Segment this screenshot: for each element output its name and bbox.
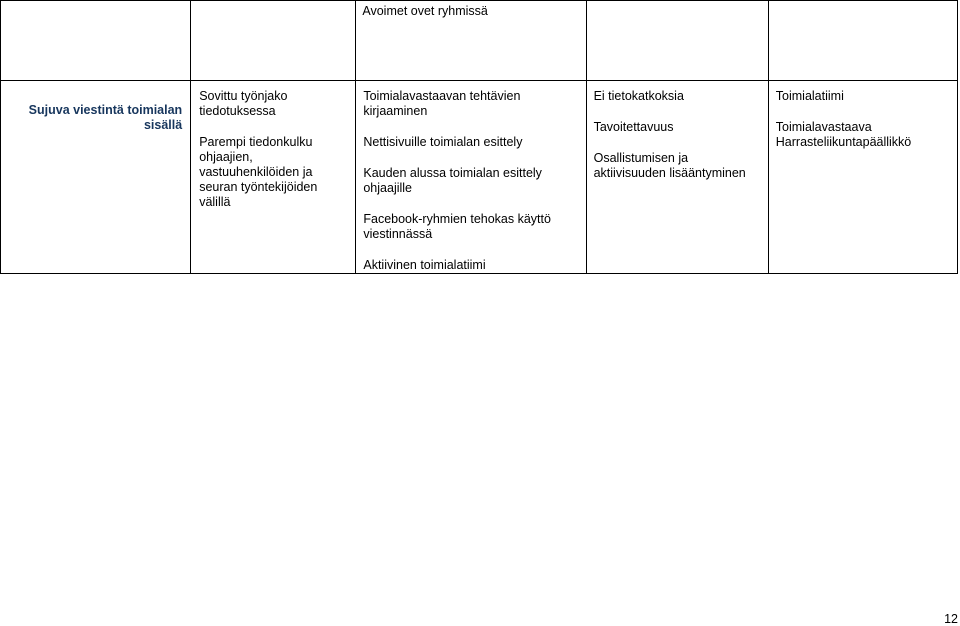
- empty-cell: [1, 1, 191, 81]
- table-row: [1, 1, 958, 81]
- responsible-text: Harrasteliikuntapäällikkö: [775, 135, 912, 149]
- goal-title: Sujuva viestintä toimialan sisällä: [28, 103, 183, 132]
- cell-text: Avoimet ovet ryhmissä: [362, 4, 488, 18]
- indicators-cell: [586, 81, 768, 274]
- empty-cell: [768, 1, 957, 81]
- responsible-cell: [768, 81, 957, 274]
- objectives-cell: [191, 81, 356, 274]
- objective-text: Sovittu työnjako tiedotuksessa: [199, 89, 288, 118]
- responsible-text: Toimialatiimi: [775, 89, 844, 103]
- action-text: Facebook-ryhmien tehokas käyttö viestinnässä: [363, 212, 551, 241]
- plan-table: [0, 0, 958, 274]
- action-text: Nettisivuille toimialan esittely: [363, 135, 523, 149]
- empty-cell: [191, 1, 356, 81]
- goal-cell: [1, 81, 191, 274]
- action-text: Aktiivinen toimialatiimi: [363, 258, 486, 272]
- indicator-text: Ei tietokatkoksia: [593, 89, 684, 103]
- empty-cell: [586, 1, 768, 81]
- table-row: [1, 81, 958, 274]
- table-cell: [356, 1, 586, 81]
- responsible-text: Toimialavastaava: [775, 120, 872, 134]
- page-number: 12: [944, 612, 958, 626]
- objective-text: Parempi tiedonkulku ohjaajien, vastuuhenkilöiden ja seuran työntekijöiden välillä: [199, 135, 318, 209]
- indicator-text: Tavoitettavuus: [593, 120, 674, 134]
- indicator-text: Osallistumisen ja aktiivisuuden lisääntyminen: [593, 151, 746, 180]
- action-text: Kauden alussa toimialan esittely ohjaajille: [363, 166, 542, 195]
- action-text: Toimialavastaavan tehtävien kirjaaminen: [363, 89, 521, 118]
- actions-cell: [356, 81, 586, 274]
